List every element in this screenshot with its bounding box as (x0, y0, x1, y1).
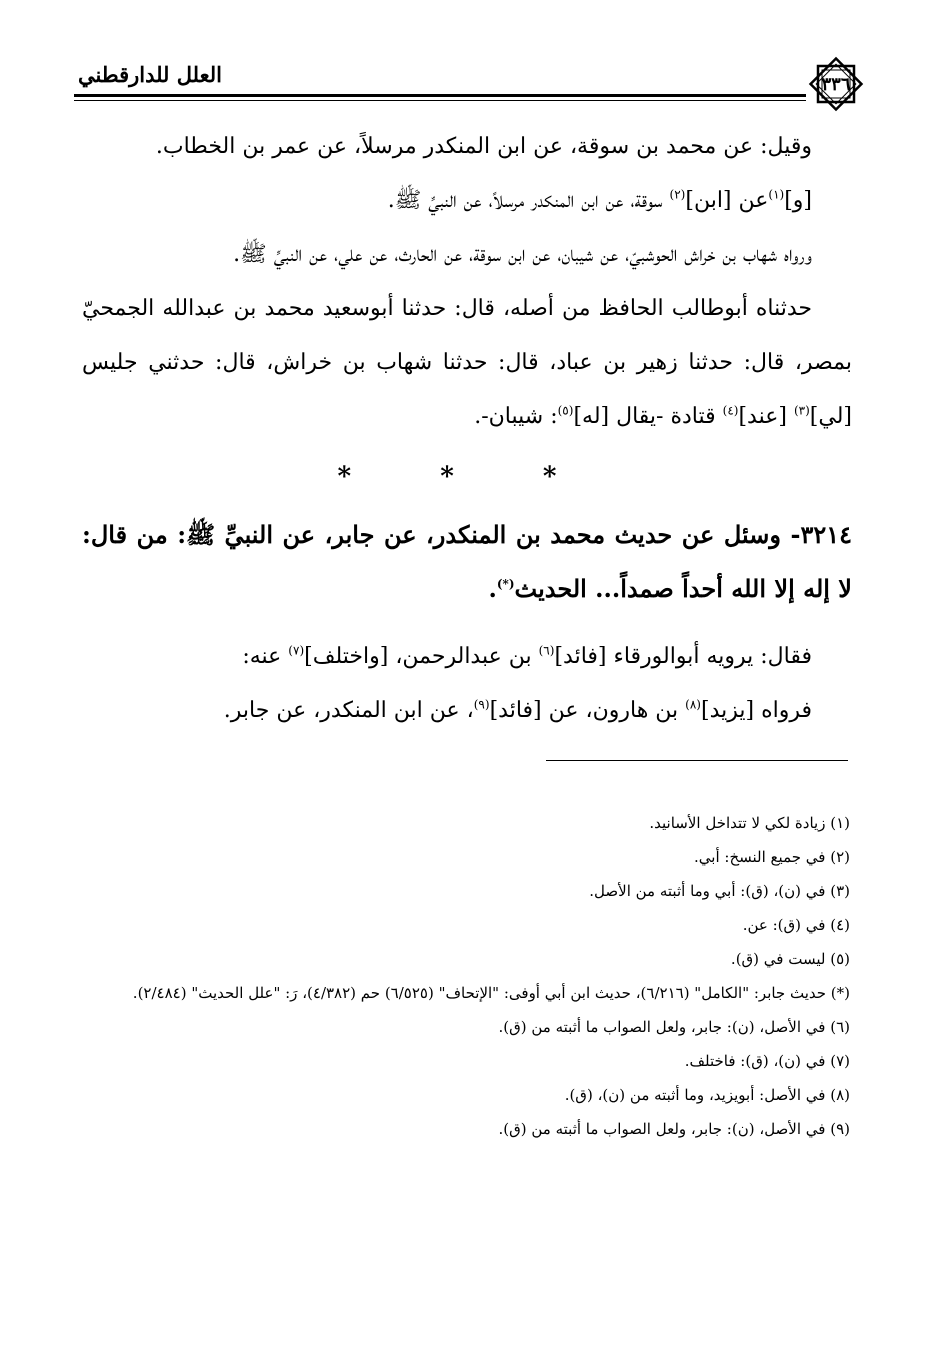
paragraph-text: [عند] (738, 404, 794, 429)
footnote: (٧) في (ن)، (ق): فاختلف. (684, 1052, 850, 1070)
page-number-badge (808, 56, 864, 112)
footnote-ref: (٥) (557, 403, 574, 418)
paragraph-text: ، عن ابن المنكدر، عن جابر. (223, 698, 474, 723)
paragraph (82, 120, 852, 174)
main-text (82, 120, 852, 738)
paragraph-text: وقيل: عن محمد بن سوقة، عن ابن المنكدر مرسلاً، عن عمر بن الخطاب. (155, 134, 812, 159)
footnote-ref: (١) (768, 187, 785, 202)
paragraph-text: بن عبدالرحمن، [واختلف] (304, 644, 539, 669)
footnote-separator (546, 760, 848, 761)
paragraph-text: حدثناه أبوطالب الحافظ من أصله، قال: حدثنا أبوسعيد محمد بن عبدالله الجمحيّ بمصر، قال: حدثنا زهير بن عباد، قال: حدثنا شهاب بن خراش، قال: حدثني جليس [لي] (82, 296, 852, 429)
header-rule-thin (74, 100, 806, 101)
footnote-ref: (٨) (685, 697, 701, 712)
paragraph-text: عنه: (242, 644, 289, 669)
paragraph-text: بن هارون، عن [فائد] (489, 698, 686, 723)
header-rule (74, 94, 806, 97)
footnote: (٨) في الأصل: أبويزيد، وما أثبته من (ن)، (ق). (564, 1086, 850, 1104)
footnote-ref: (٣) (793, 403, 810, 418)
paragraph (82, 174, 852, 228)
footnote-ref: (٦) (538, 643, 555, 658)
footnote-ref: (*) (496, 577, 515, 591)
footnote: (١) زيادة لكي لا تتداخل الأسانيد. (649, 814, 850, 832)
paragraph (82, 684, 852, 738)
footnote: (٣) في (ن)، (ق): أبي وما أثبته من الأصل. (589, 882, 850, 900)
footnote: (٩) في الأصل، (ن): جابر، ولعل الصواب ما أثبته من (ق). (498, 1120, 850, 1138)
paragraph-text: ورواه شهاب بن خراش الحوشبيّ، عن شيبان، عن ابن سوقة، عن الحارث، عن علي، عن النبيِّ ﷺ. (233, 242, 812, 267)
footnotes (78, 806, 850, 1146)
heading-text: . (488, 574, 497, 603)
page-number: ٣٣٦ (821, 73, 851, 95)
paragraph-text: عن [ابن] (685, 188, 769, 213)
paragraph-text: : شيبان-. (474, 404, 558, 429)
paragraph-text: فرواه [يزيد] (700, 698, 812, 723)
paragraph (82, 282, 852, 444)
footnote-ref: (٩) (473, 697, 490, 712)
running-title: العلل للدارقطني (78, 62, 222, 87)
footnote: (٤) في (ق): عن. (742, 916, 850, 934)
paragraph-text: فقال: يرويه أبوالورقاء [فائد] (554, 644, 812, 669)
paragraph (82, 228, 852, 282)
footnote: (٦) في الأصل، (ن): جابر، ولعل الصواب ما أثبته من (ق). (498, 1018, 850, 1036)
footnote-ref: (٢) (669, 187, 686, 202)
footnote-ref: (٤) (722, 403, 739, 418)
paragraph-text: سوقة، عن ابن المنكدر مرسلاً، عن النبيِّ ﷺ. (387, 188, 670, 213)
section-separator: * * * (337, 462, 597, 492)
footnote: (٢) في جميع النسخ: أبي. (694, 848, 850, 866)
paragraph-text: قتادة -يقال [له] (573, 404, 723, 429)
footnote: (٥) ليست في (ق). (730, 950, 850, 968)
footnote: (*) حديث جابر: "الكامل" (٦/٢١٦)، حديث ابن أبي أوفى: "الإتحاف" (٦/٥٢٥) حم (٤/٣٨٢)، رَ: "علل الحديث" (٢/٤٨٤). (132, 984, 850, 1002)
footnote-ref: (٧) (288, 643, 305, 658)
entry-heading (82, 508, 852, 616)
heading-text: ٣٢١٤- وسئل عن حديث محمد بن المنكدر، عن جابر، عن النبيِّ ﷺ: من قال: لا إله إلا الله أحداً صمداً... الحديث (82, 520, 853, 603)
paragraph-text: [و] (784, 188, 812, 213)
paragraph (82, 630, 852, 684)
page-header (74, 56, 864, 104)
